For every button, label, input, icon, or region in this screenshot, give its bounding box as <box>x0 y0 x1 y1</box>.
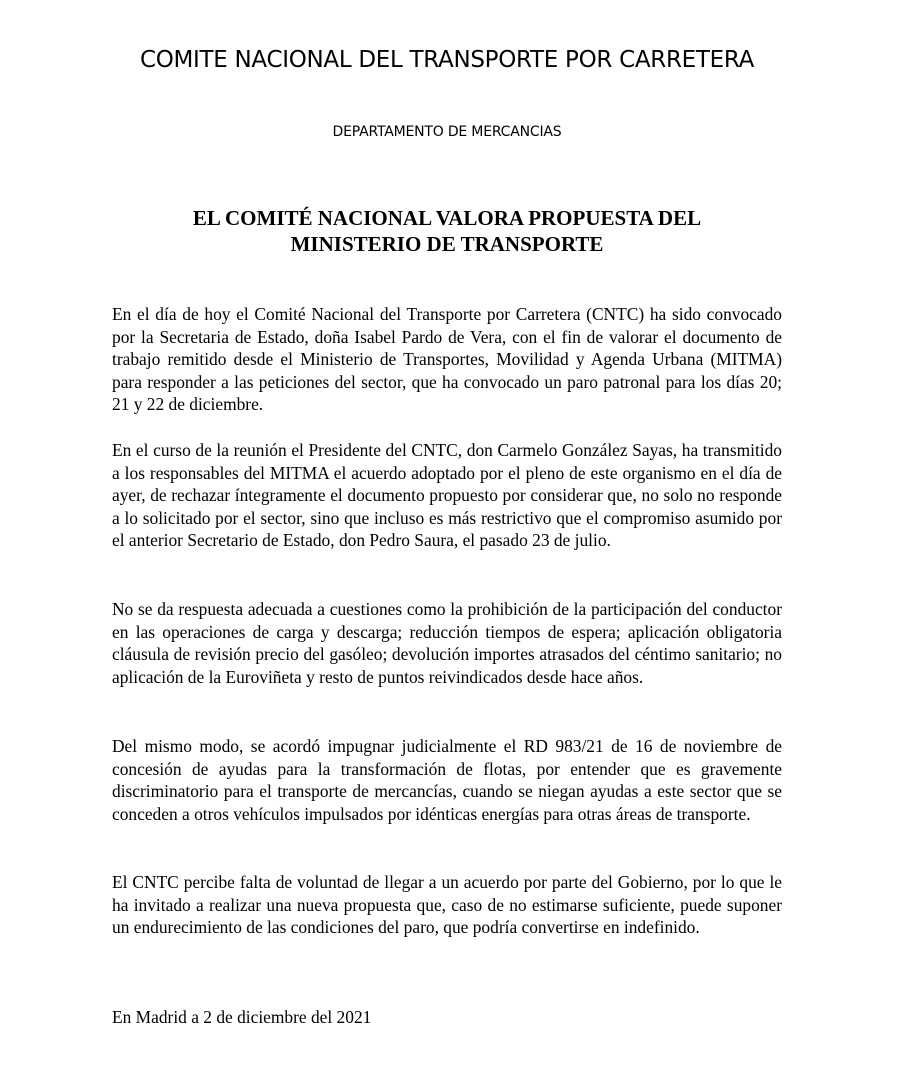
paragraph-2: En el curso de la reunión el Presidente del CNTC, don Carmelo González Sayas, ha transmitido a los responsables del MITMA el acuerdo adoptado por el pleno de este organismo en el día de ayer, de rechazar íntegramente el documento propuesto por considerar que, no solo no responde a lo solicitado por el sector, sino que incluso es más restrictivo que el compromiso asumido por el anterior Secretario de Estado, don Pedro Saura, el pasado 23 de julio. <box>112 440 782 551</box>
press-release-headline: EL COMITÉ NACIONAL VALORA PROPUESTA DEL MINISTERIO DE TRANSPORTE <box>192 206 702 256</box>
paragraph-4: Del mismo modo, se acordó impugnar judicialmente el RD 983/21 de 16 de noviembre de concesión de ayudas para la transformación de flotas, por entender que es gravemente discriminatorio para el transporte de mercancías, cuando se niegan ayudas a este sector que se conceden a otros vehículos impulsados por idénticas energías para otras áreas de transporte. <box>112 736 782 824</box>
date-signoff: En Madrid a 2 de diciembre del 2021 <box>112 1007 372 1027</box>
paragraph-3: No se da respuesta adecuada a cuestiones como la prohibición de la participación del conductor en las operaciones de carga y descarga; reducción tiempos de espera; aplicación obligatoria cláusula de revisión precio del gasóleo; devolución importes atrasados del céntimo sanitario; no aplicación de la Euroviñeta y resto de puntos reivindicados desde hace años. <box>112 599 782 687</box>
department-name: DEPARTAMENTO DE MERCANCIAS <box>332 124 562 140</box>
organization-title: COMITE NACIONAL DEL TRANSPORTE POR CARRETERA <box>139 47 755 73</box>
paragraph-1: En el día de hoy el Comité Nacional del Transporte por Carretera (CNTC) ha sido convocado por la Secretaria de Estado, doña Isabel Pardo de Vera, con el fin de valorar el documento de trabajo remitido desde el Ministerio de Transportes, Movilidad y Agenda Urbana (MITMA) para responder a las peticiones del sector, que ha convocado un paro patronal para los días 20; 21 y 22 de diciembre. <box>112 304 782 415</box>
paragraph-5: El CNTC percibe falta de voluntad de llegar a un acuerdo por parte del Gobierno, por lo que le ha invitado a realizar una nueva propuesta que, caso de no estimarse suficiente, puede suponer un endurecimiento de las condiciones del paro, que podría convertirse en indefinido. <box>112 872 782 938</box>
